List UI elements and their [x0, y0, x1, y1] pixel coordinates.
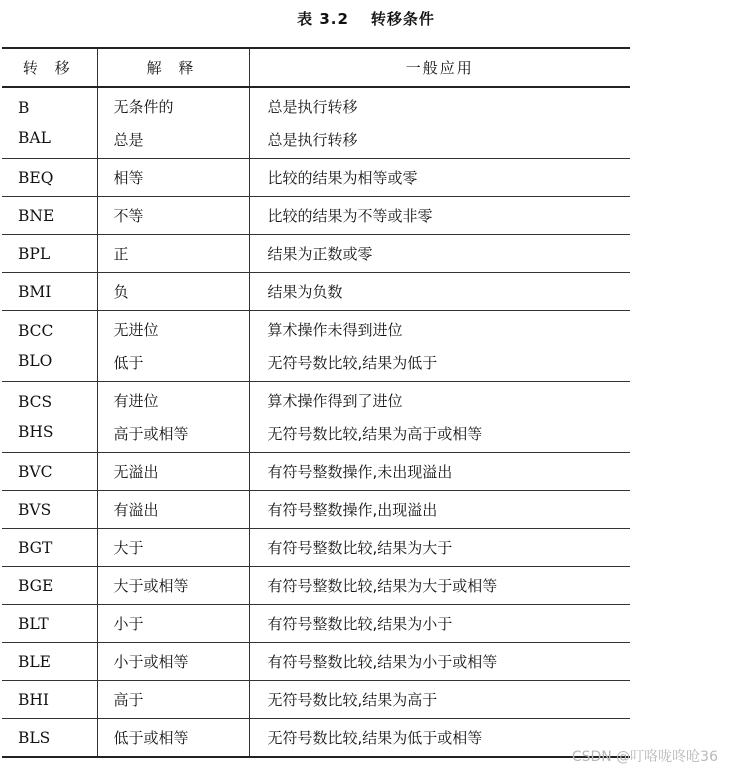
general-use-text: 结果为负数	[267, 283, 343, 301]
explanation-cell	[97, 681, 249, 719]
general-use-text: 无符号数比较,结果为高于	[267, 691, 438, 709]
explanation-text: 无进位	[113, 321, 159, 339]
explanation-cell	[97, 529, 249, 567]
explanation-text: 有溢出	[113, 501, 159, 519]
explanation-text: 小于或相等	[113, 653, 189, 671]
branch-code-cell	[2, 453, 97, 491]
header-general-use: 一般应用	[249, 48, 630, 87]
explanation-text: 低于或相等	[113, 729, 189, 747]
general-use-cell	[249, 235, 630, 273]
general-use-cell	[249, 643, 630, 681]
explanation-cell	[97, 643, 249, 681]
explanation-cell	[97, 159, 249, 197]
explanation-cell	[97, 311, 249, 382]
explanation-text: 负	[113, 283, 129, 301]
branch-code-cell	[2, 605, 97, 643]
general-use-text: 有符号整数比较,结果为大于或相等	[267, 577, 498, 595]
branch-code-cell	[2, 197, 97, 235]
branch-code-cell	[2, 491, 97, 529]
general-use-text: 有符号整数操作,未出现溢出	[267, 463, 453, 481]
explanation-text: 不等	[113, 207, 144, 225]
branch-code: BHS	[18, 423, 54, 441]
branch-code: BGE	[18, 576, 54, 595]
branch-code: BMI	[18, 282, 52, 301]
general-use-text: 总是执行转移	[267, 131, 358, 149]
explanation-text: 小于	[113, 615, 144, 633]
branch-code: BVC	[18, 462, 53, 481]
general-use-text: 有符号整数比较,结果为大于	[267, 539, 453, 557]
header-explanation: 解 释	[97, 48, 249, 87]
general-use-text: 比较的结果为不等或非零	[267, 207, 433, 225]
explanation-cell	[97, 382, 249, 453]
general-use-cell	[249, 605, 630, 643]
table-header	[2, 48, 630, 87]
table-title: 转移条件	[370, 10, 435, 28]
branch-code-cell	[2, 382, 97, 453]
branch-code: BAL	[18, 129, 51, 147]
branch-code: BGT	[18, 538, 53, 557]
table-row	[2, 311, 630, 382]
table-row	[2, 605, 630, 643]
explanation-text: 总是	[113, 131, 144, 149]
general-use-text: 总是执行转移	[267, 98, 358, 116]
general-use-text: 算术操作得到了进位	[267, 392, 403, 410]
explanation-text: 无条件的	[113, 98, 174, 116]
explanation-cell	[97, 453, 249, 491]
table-row	[2, 643, 630, 681]
general-use-cell	[249, 87, 630, 159]
branch-code-cell	[2, 529, 97, 567]
table-row	[2, 87, 630, 159]
table-body	[2, 87, 630, 757]
table-number: 表 3.2	[297, 10, 349, 28]
branch-code-cell	[2, 159, 97, 197]
table-row	[2, 529, 630, 567]
header-row	[2, 48, 630, 87]
general-use-text: 结果为正数或零	[267, 245, 373, 263]
explanation-cell	[97, 605, 249, 643]
branch-code: BLT	[18, 614, 49, 633]
general-use-text: 无符号数比较,结果为高于或相等	[267, 425, 483, 443]
explanation-text: 大于	[113, 539, 144, 557]
table-row	[2, 235, 630, 273]
explanation-text: 相等	[113, 169, 144, 187]
general-use-cell	[249, 311, 630, 382]
table-row	[2, 382, 630, 453]
branch-code: BCS	[18, 393, 53, 411]
explanation-text: 低于	[113, 354, 144, 372]
general-use-cell	[249, 197, 630, 235]
branch-code: BLE	[18, 652, 51, 671]
branch-code-cell	[2, 567, 97, 605]
branch-code-cell	[2, 87, 97, 159]
branch-code: BNE	[18, 206, 55, 225]
branch-code: BEQ	[18, 168, 54, 187]
branch-code-cell	[2, 681, 97, 719]
table-row	[2, 681, 630, 719]
watermark: CSDN @叮咯咙咚呛36	[571, 749, 718, 765]
general-use-cell	[249, 453, 630, 491]
header-branch: 转 移	[22, 59, 76, 77]
table-row	[2, 491, 630, 529]
branch-code-cell	[2, 719, 97, 758]
branch-code-cell	[2, 273, 97, 311]
table-row	[2, 719, 630, 758]
general-use-text: 有符号整数操作,出现溢出	[267, 501, 438, 519]
branch-code: BHI	[18, 690, 50, 709]
general-use-text: 算术操作未得到进位	[267, 321, 403, 339]
explanation-cell	[97, 235, 249, 273]
table-row	[2, 197, 630, 235]
explanation-text: 高于	[113, 691, 144, 709]
branch-code: BVS	[18, 500, 52, 519]
explanation-text: 高于或相等	[113, 425, 189, 443]
general-use-text: 比较的结果为相等或零	[267, 169, 418, 187]
general-use-cell	[249, 491, 630, 529]
general-use-cell	[249, 273, 630, 311]
branch-code: BLO	[18, 352, 53, 370]
table-row	[2, 159, 630, 197]
general-use-cell	[249, 681, 630, 719]
table-row	[2, 453, 630, 491]
general-use-text: 无符号数比较,结果为低于或相等	[267, 729, 483, 747]
branch-code: B	[18, 99, 30, 117]
explanation-cell	[97, 719, 249, 758]
explanation-cell	[97, 491, 249, 529]
table-row	[2, 567, 630, 605]
branch-code-cell	[2, 235, 97, 273]
explanation-text: 正	[113, 245, 129, 263]
explanation-cell	[97, 567, 249, 605]
general-use-text: 无符号数比较,结果为低于	[267, 354, 438, 372]
explanation-text: 大于或相等	[113, 577, 189, 595]
explanation-cell	[97, 87, 249, 159]
explanation-cell	[97, 273, 249, 311]
general-use-cell	[249, 382, 630, 453]
general-use-text: 有符号整数比较,结果为小于	[267, 615, 453, 633]
general-use-cell	[249, 159, 630, 197]
branch-code: BPL	[18, 244, 51, 263]
explanation-text: 有进位	[113, 392, 159, 410]
table-caption	[0, 8, 732, 29]
table-row	[2, 273, 630, 311]
branch-conditions-table	[2, 47, 630, 758]
general-use-text: 有符号整数比较,结果为小于或相等	[267, 653, 498, 671]
explanation-text: 无溢出	[113, 463, 159, 481]
branch-code-cell	[2, 643, 97, 681]
explanation-cell	[97, 197, 249, 235]
branch-code-cell	[2, 311, 97, 382]
branch-code: BLS	[18, 728, 51, 747]
general-use-cell	[249, 567, 630, 605]
general-use-cell	[249, 529, 630, 567]
branch-code: BCC	[18, 322, 54, 340]
